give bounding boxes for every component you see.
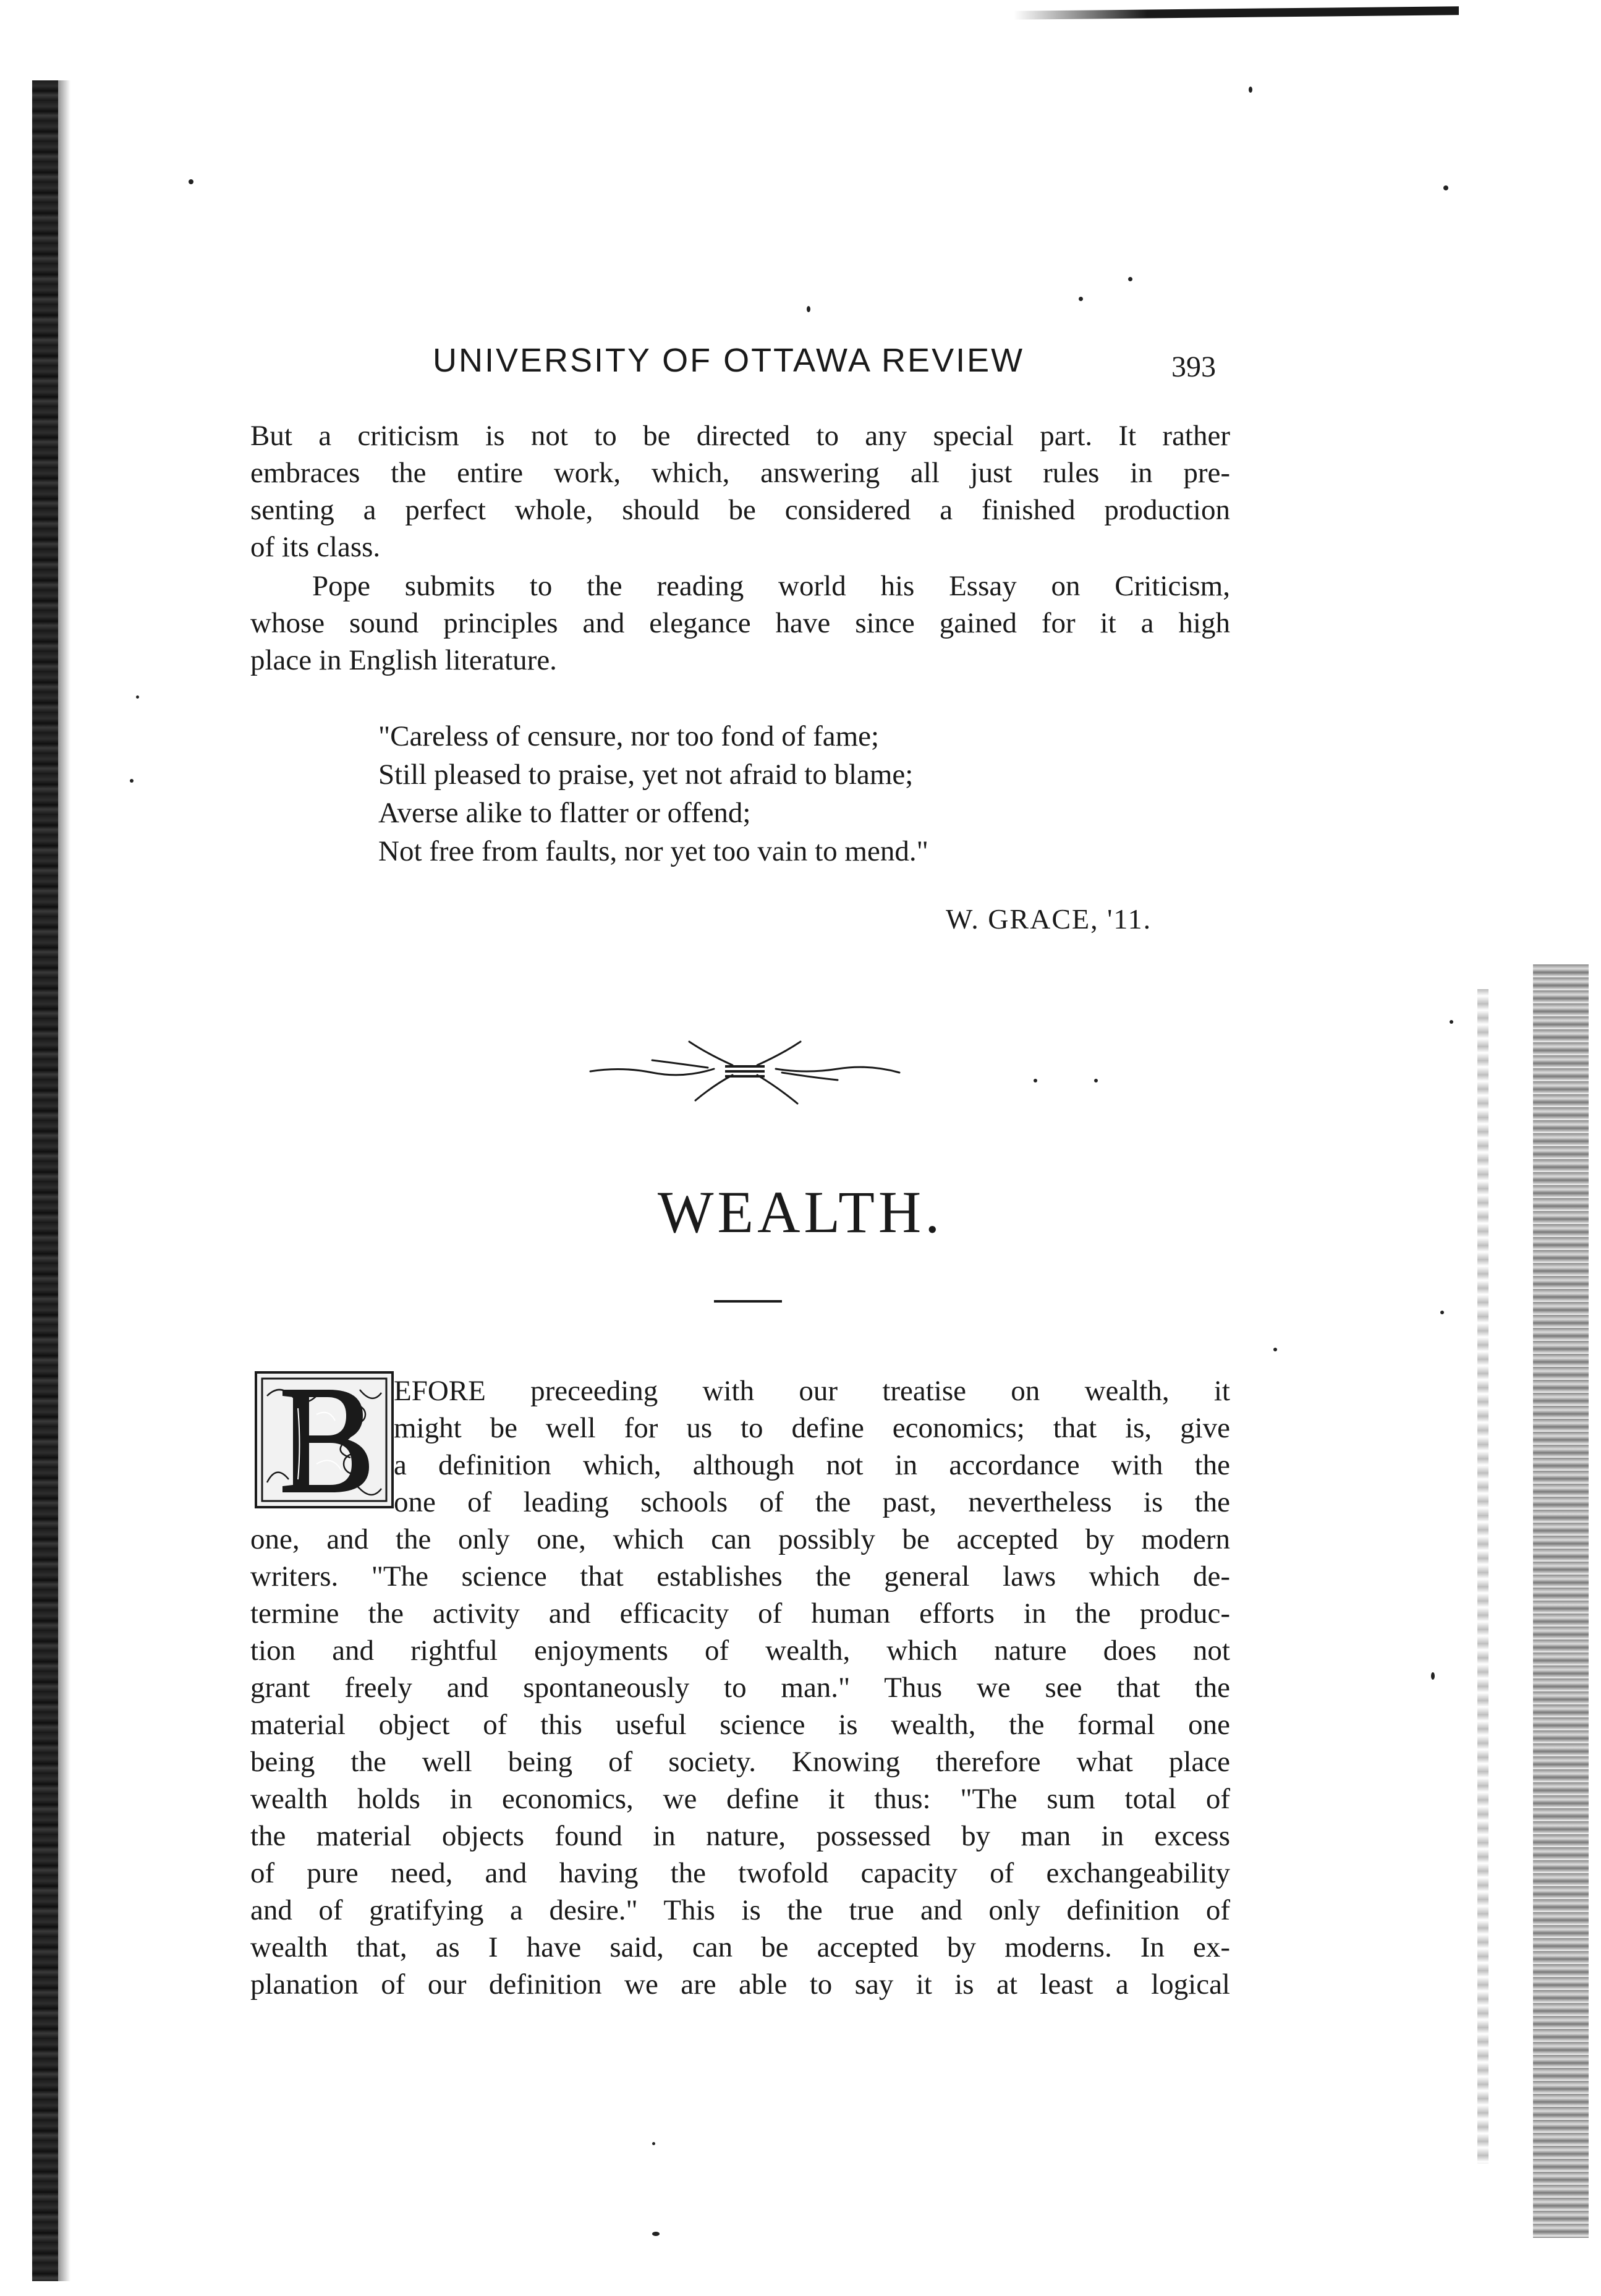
paragraph-continuation (250, 417, 1230, 566)
section-ornament (584, 1023, 906, 1116)
scan-speck (1273, 1348, 1277, 1351)
text-line: whose sound principles and elegance have since gained for it a high (250, 607, 1230, 639)
scan-speck (652, 2232, 660, 2236)
scan-speck (1128, 277, 1132, 281)
text-line: place in English literature. (250, 644, 557, 676)
scan-speck (1450, 1020, 1453, 1024)
scan-speck (1094, 1079, 1098, 1082)
scan-speck (1431, 1672, 1435, 1680)
scan-speck (1440, 1311, 1444, 1314)
text-line: Pope submits to the reading world his Essay on Criticism, (312, 570, 1230, 602)
scan-speck (1443, 185, 1448, 190)
text-line: one, and the only one, which can possibly be accepted by modern (250, 1523, 1230, 1555)
verse-line: Not free from faults, nor yet too vain to mend." (378, 835, 928, 867)
author-signature: W. GRACE, '11. (946, 903, 1152, 935)
text-line: But a criticism is not to be directed to any special part. It rather (250, 420, 1230, 452)
verse-line: Averse alike to flatter or offend; (378, 797, 751, 829)
text-line: wealth that, as I have said, can be accepted by moderns. In ex- (250, 1931, 1230, 1963)
text-line: EFORE preceeding with our treatise on wealth, it (394, 1375, 1230, 1407)
scan-speck (652, 2142, 655, 2145)
text-line: the material objects found in nature, possessed by man in excess (250, 1820, 1230, 1852)
scan-right-edge (1533, 964, 1589, 2238)
scan-speck (1034, 1079, 1037, 1082)
scan-speck (1079, 297, 1083, 301)
article-body (250, 1372, 1230, 2003)
scan-top-rule (1014, 6, 1459, 20)
text-line: being the well being of society. Knowing therefore what place (250, 1746, 1230, 1778)
text-line: one of leading schools of the past, nevertheless is the (394, 1486, 1230, 1518)
scan-speck (130, 779, 134, 783)
scan-speck (1249, 87, 1252, 93)
text-line: tion and rightful enjoyments of wealth, which nature does not (250, 1635, 1230, 1667)
verse-quotation (378, 717, 928, 870)
text-line: wealth holds in economics, we define it thus: "The sum total of (250, 1783, 1230, 1815)
text-line: of its class. (250, 531, 381, 563)
text-line: a definition which, although not in accordance with the (394, 1449, 1230, 1481)
text-line: senting a perfect whole, should be considered a finished production (250, 494, 1230, 526)
running-head: UNIVERSITY OF OTTAWA REVIEW (433, 342, 1025, 379)
scan-speck (136, 695, 139, 699)
paragraph-pope (250, 568, 1230, 679)
text-line: might be well for us to define economics; that is, give (394, 1412, 1230, 1444)
text-line: writers. "The science that establishes the general laws which de- (250, 1560, 1230, 1592)
verse-line: Still pleased to praise, yet not afraid to blame; (378, 759, 914, 791)
text-line: embraces the entire work, which, answering all just rules in pre- (250, 457, 1230, 489)
scan-speck (189, 179, 193, 184)
title-rule (714, 1300, 782, 1303)
text-line: material object of this useful science is wealth, the formal one (250, 1709, 1230, 1741)
text-line: planation of our definition we are able to say it is at least a logical (250, 1968, 1230, 2000)
scan-speck (807, 306, 810, 312)
article-title: WEALTH. (657, 1179, 944, 1245)
text-line: grant freely and spontaneously to man." Thus we see that the (250, 1672, 1230, 1704)
text-line: of pure need, and having the twofold capacity of exchangeability (250, 1857, 1230, 1889)
verse-line: "Careless of censure, nor too fond of fame; (378, 720, 880, 752)
text-line: termine the activity and efficacity of human efforts in the produc- (250, 1597, 1230, 1630)
page-number: 393 (1171, 351, 1216, 383)
scan-right-edge-inner (1477, 989, 1488, 2164)
text-line: and of gratifying a desire." This is the true and only definition of (250, 1894, 1230, 1926)
